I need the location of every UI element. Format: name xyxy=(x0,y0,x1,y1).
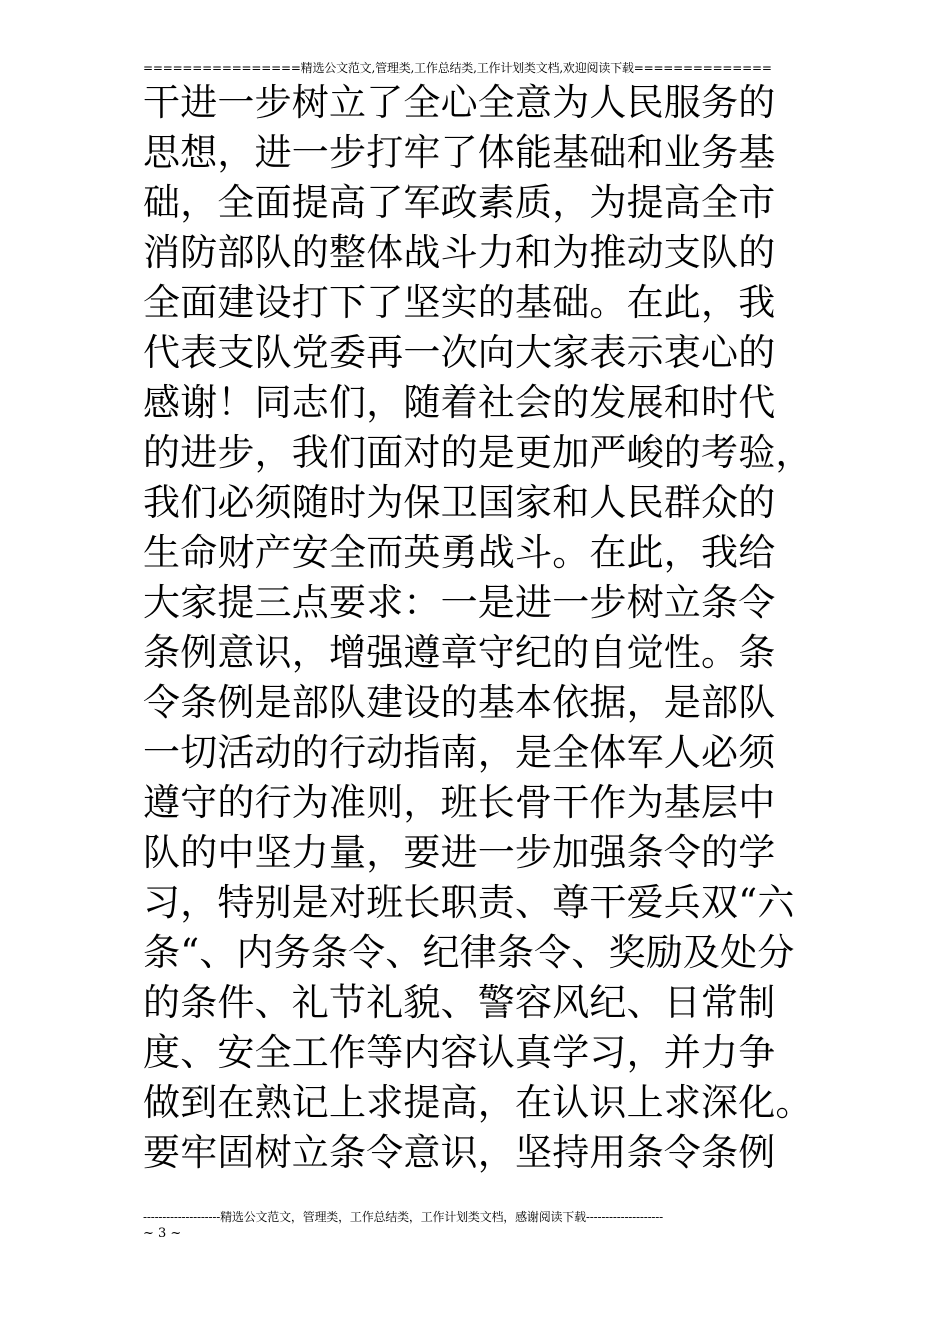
body-line: 感谢！同志们，随着社会的发展和时代 xyxy=(143,381,776,424)
page-header: ================精选公文范文,管理类,工作总结类,工作计划类文档,欢迎阅读下载============== xyxy=(143,61,772,75)
body-line: 大家提三点要求：一是进一步树立条令 xyxy=(143,581,776,624)
body-line: 生命财产安全而英勇战斗。在此，我给 xyxy=(143,531,776,574)
body-line: 遵守的行为准则，班长骨干作为基层中 xyxy=(143,781,776,824)
body-line: 的条件、礼节礼貌、警容风纪、日常制 xyxy=(143,981,776,1024)
page-footer: --------------------精选公文范文，管理类，工作总结类，工作计划类文档，感谢阅读下载-------------------- xyxy=(143,1210,663,1224)
body-line: 础，全面提高了军政素质，为提高全市 xyxy=(143,181,776,224)
body-line: 思想，进一步打牢了体能基础和业务基 xyxy=(143,131,776,174)
body-line: 全面建设打下了坚实的基础。在此，我 xyxy=(143,281,776,324)
document-body xyxy=(143,78,813,1178)
body-line: 做到在熟记上求提高，在认识上求深化。 xyxy=(143,1081,813,1124)
body-line: 度、安全工作等内容认真学习，并力争 xyxy=(143,1031,776,1074)
body-line: 一切活动的行动指南，是全体军人必须 xyxy=(143,731,776,774)
body-line: 条“、内务条令、纪律条令、奖励及处分 xyxy=(143,931,795,974)
body-line: 干进一步树立了全心全意为人民服务的 xyxy=(143,81,776,124)
body-line: 要牢固树立条令意识，坚持用条令条例 xyxy=(143,1131,776,1174)
body-line: 习，特别是对班长职责、尊干爱兵双“六 xyxy=(143,881,795,924)
body-line: 我们必须随时为保卫国家和人民群众的 xyxy=(143,481,776,524)
body-line: 消防部队的整体战斗力和为推动支队的 xyxy=(143,231,776,274)
body-line: 条例意识，增强遵章守纪的自觉性。条 xyxy=(143,631,776,674)
body-line: 令条例是部队建设的基本依据，是部队 xyxy=(143,681,776,724)
page-number: ~ 3 ~ xyxy=(143,1226,182,1241)
body-line: 代表支队党委再一次向大家表示衷心的 xyxy=(143,331,776,374)
body-line: 的进步，我们面对的是更加严峻的考验， xyxy=(143,431,813,474)
body-line: 队的中坚力量，要进一步加强条令的学 xyxy=(143,831,776,874)
